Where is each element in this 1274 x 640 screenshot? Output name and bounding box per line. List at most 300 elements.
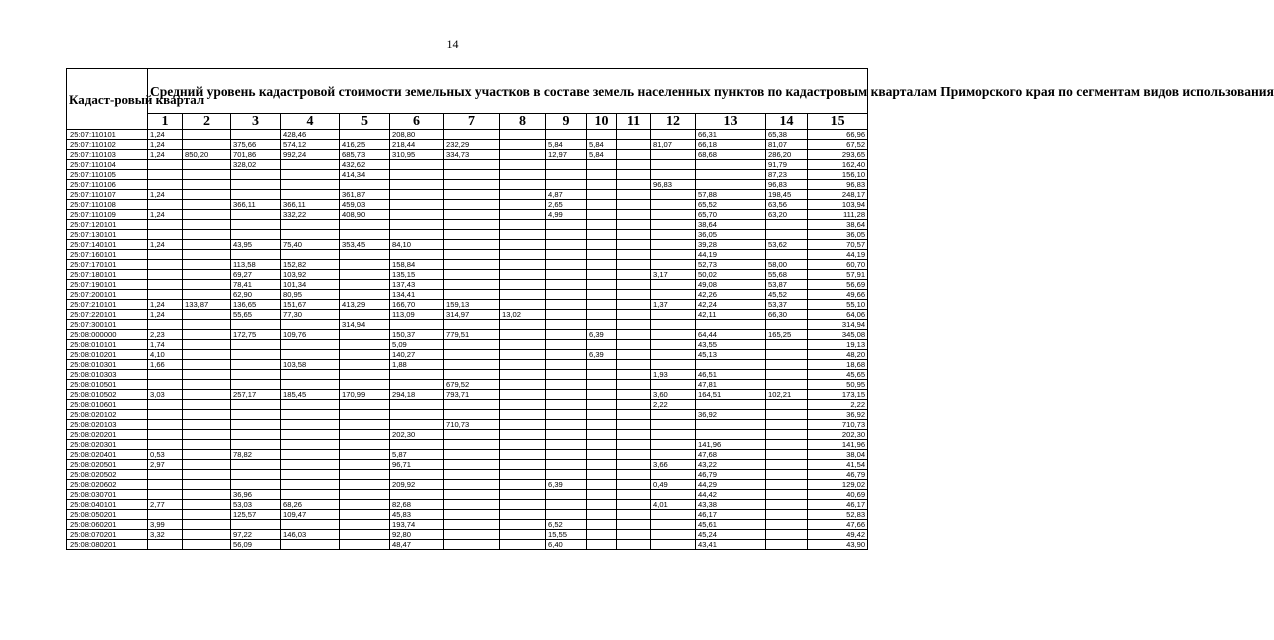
table-row [67,160,868,170]
value-cell [651,200,696,210]
value-cell [617,480,651,490]
value-cell: 69,27 [231,270,281,280]
value-cell: 45,83 [390,510,444,520]
value-cell: 150,37 [390,330,444,340]
value-cell [587,340,617,350]
value-cell [617,470,651,480]
value-cell: 2,22 [651,400,696,410]
value-cell: 4,10 [148,350,183,360]
value-cell: 63,56 [766,200,808,210]
value-cell [444,230,500,240]
value-cell: 68,26 [281,500,340,510]
table-row [67,540,868,550]
value-cell: 46,79 [808,470,868,480]
page-number: 14 [446,37,459,51]
value-cell [231,440,281,450]
value-cell [500,520,546,530]
value-cell: 45,65 [808,370,868,380]
value-cell [766,400,808,410]
value-cell [617,150,651,160]
value-cell [500,470,546,480]
column-number-header: 3 [231,114,281,130]
value-cell: 43,22 [696,460,766,470]
value-cell [766,230,808,240]
value-cell [444,220,500,230]
value-cell: 42,26 [696,290,766,300]
value-cell: 1,88 [390,360,444,370]
table-row [67,390,868,400]
value-cell [617,540,651,550]
column-number-header: 1 [148,114,183,130]
value-cell: 366,11 [281,200,340,210]
value-cell: 202,30 [808,430,868,440]
value-cell: 218,44 [390,140,444,150]
value-cell [500,440,546,450]
value-cell [231,360,281,370]
value-cell [766,510,808,520]
value-cell [546,470,587,480]
value-cell: 48,20 [808,350,868,360]
value-cell [587,440,617,450]
value-cell [587,530,617,540]
column-number-header: 15 [808,114,868,130]
value-cell: 66,18 [696,140,766,150]
value-cell [281,160,340,170]
value-cell [183,430,231,440]
value-cell: 209,92 [390,480,444,490]
value-cell [766,380,808,390]
value-cell: 5,84 [546,140,587,150]
value-cell: 56,69 [808,280,868,290]
value-cell [651,340,696,350]
value-cell [148,430,183,440]
value-cell: 170,99 [340,390,390,400]
value-cell: 779,51 [444,330,500,340]
value-cell [444,240,500,250]
value-cell [651,320,696,330]
value-cell [651,350,696,360]
table-row [67,200,868,210]
value-cell [231,190,281,200]
value-cell [148,220,183,230]
value-cell [500,540,546,550]
value-cell [587,360,617,370]
value-cell [587,450,617,460]
column-number-header: 6 [390,114,444,130]
value-cell [500,280,546,290]
value-cell [546,160,587,170]
value-cell [340,510,390,520]
value-cell [500,290,546,300]
value-cell [444,490,500,500]
value-cell [651,210,696,220]
value-cell [281,220,340,230]
value-cell [617,430,651,440]
value-cell: 44,19 [696,250,766,260]
value-cell [183,260,231,270]
cadastral-quarter-cell: 25:08:020102 [67,410,148,420]
value-cell: 38,04 [808,450,868,460]
value-cell [651,450,696,460]
value-cell [183,370,231,380]
value-cell: 353,45 [340,240,390,250]
value-cell [231,460,281,470]
value-cell [281,440,340,450]
value-cell: 43,95 [231,240,281,250]
value-cell [183,400,231,410]
value-cell [183,410,231,420]
value-cell [617,360,651,370]
value-cell [183,450,231,460]
table-row [67,240,868,250]
value-cell: 6,39 [587,350,617,360]
value-cell: 2,23 [148,330,183,340]
value-cell: 459,03 [340,200,390,210]
value-cell [587,240,617,250]
value-cell [148,200,183,210]
value-cell [183,490,231,500]
value-cell: 70,57 [808,240,868,250]
table-row [67,320,868,330]
value-cell [231,170,281,180]
value-cell [587,160,617,170]
value-cell [183,420,231,430]
value-cell: 44,19 [808,250,868,260]
cadastral-quarter-cell: 25:07:200101 [67,290,148,300]
value-cell: 46,79 [696,470,766,480]
value-cell: 96,83 [651,180,696,190]
value-cell: 53,87 [766,280,808,290]
value-cell: 1,74 [148,340,183,350]
value-cell [183,360,231,370]
value-cell: 18,68 [808,360,868,370]
value-cell: 103,58 [281,360,340,370]
value-cell [340,400,390,410]
value-cell: 5,87 [390,450,444,460]
table-row [67,250,868,260]
table-row [67,510,868,520]
value-cell [340,440,390,450]
value-cell [651,260,696,270]
value-cell: 65,52 [696,200,766,210]
value-cell [183,160,231,170]
value-cell [231,340,281,350]
value-cell [617,450,651,460]
value-cell: 103,92 [281,270,340,280]
value-cell [617,420,651,430]
value-cell [587,280,617,290]
value-cell [500,390,546,400]
value-cell: 36,92 [696,410,766,420]
value-cell: 5,09 [390,340,444,350]
cadastral-quarter-cell: 25:07:110102 [67,140,148,150]
value-cell: 5,84 [587,140,617,150]
value-cell [546,440,587,450]
value-cell [587,500,617,510]
table-row [67,180,868,190]
value-cell: 1,24 [148,190,183,200]
value-cell [444,180,500,190]
value-cell [444,540,500,550]
value-cell [766,320,808,330]
cadastral-quarter-cell: 25:08:070201 [67,530,148,540]
value-cell [281,170,340,180]
value-cell [500,510,546,520]
value-cell: 36,96 [231,490,281,500]
value-cell [587,290,617,300]
table-row [67,440,868,450]
value-cell [587,230,617,240]
value-cell [281,410,340,420]
value-cell [183,350,231,360]
value-cell [390,170,444,180]
cadastral-quarter-cell: 25:08:010501 [67,380,148,390]
value-cell [444,250,500,260]
value-cell [183,230,231,240]
table-row [67,150,868,160]
value-cell [617,490,651,500]
cadastral-quarter-cell: 25:08:010201 [67,350,148,360]
value-cell [546,430,587,440]
table-row [67,280,868,290]
value-cell [546,340,587,350]
value-cell: 96,83 [808,180,868,190]
value-cell [231,400,281,410]
cadastral-quarter-cell: 25:08:020201 [67,430,148,440]
value-cell [766,360,808,370]
value-cell [444,520,500,530]
value-cell: 3,17 [651,270,696,280]
value-cell [281,540,340,550]
value-cell [587,250,617,260]
value-cell [500,410,546,420]
cadastral-quarter-cell: 25:07:110106 [67,180,148,190]
value-cell [231,380,281,390]
value-cell [500,270,546,280]
value-cell: 208,80 [390,130,444,140]
value-cell [444,170,500,180]
value-cell [766,440,808,450]
value-cell [500,240,546,250]
value-cell [444,480,500,490]
value-cell: 62,90 [231,290,281,300]
value-cell [546,240,587,250]
value-cell [546,450,587,460]
cadastral-quarter-cell: 25:07:110105 [67,170,148,180]
value-cell: 1,24 [148,310,183,320]
value-cell: 294,18 [390,390,444,400]
value-cell [148,270,183,280]
value-cell: 173,15 [808,390,868,400]
value-cell: 103,94 [808,200,868,210]
value-cell: 366,11 [231,200,281,210]
table-row [67,340,868,350]
value-cell: 66,31 [696,130,766,140]
cadastral-quarter-cell: 25:08:020301 [67,440,148,450]
value-cell [281,350,340,360]
cadastral-quarter-cell: 25:07:160101 [67,250,148,260]
value-cell [500,370,546,380]
value-cell [617,260,651,270]
value-cell: 375,66 [231,140,281,150]
value-cell: 0,53 [148,450,183,460]
value-cell: 87,23 [766,170,808,180]
value-cell [183,510,231,520]
value-cell: 44,42 [696,490,766,500]
value-cell [500,450,546,460]
value-cell: 42,11 [696,310,766,320]
value-cell [183,170,231,180]
value-cell: 136,65 [231,300,281,310]
cadastral-quarter-cell: 25:07:170101 [67,260,148,270]
value-cell [766,350,808,360]
value-cell: 80,95 [281,290,340,300]
value-cell [651,430,696,440]
value-cell [183,440,231,450]
value-cell: 0,49 [651,480,696,490]
value-cell [617,330,651,340]
value-cell: 710,73 [444,420,500,430]
cadastral-value-table [66,68,1274,550]
value-cell: 55,68 [766,270,808,280]
value-cell [651,280,696,290]
value-cell [696,170,766,180]
value-cell [546,390,587,400]
value-cell: 6,40 [546,540,587,550]
value-cell: 314,94 [340,320,390,330]
value-cell: 40,69 [808,490,868,500]
table-row [67,460,868,470]
value-cell [617,210,651,220]
value-cell [444,430,500,440]
value-cell [390,380,444,390]
table-row [67,350,868,360]
value-cell [766,490,808,500]
value-cell: 345,08 [808,330,868,340]
value-cell [500,180,546,190]
value-cell: 2,65 [546,200,587,210]
value-cell [617,170,651,180]
value-cell [617,240,651,250]
value-cell: 248,17 [808,190,868,200]
value-cell [340,330,390,340]
table-row [67,450,868,460]
value-cell [444,460,500,470]
value-cell: 52,73 [696,260,766,270]
value-cell [587,380,617,390]
value-cell [500,190,546,200]
value-cell: 49,66 [808,290,868,300]
value-cell [183,190,231,200]
value-cell [651,160,696,170]
value-cell [500,260,546,270]
value-cell: 77,30 [281,310,340,320]
value-cell [500,250,546,260]
value-cell [148,380,183,390]
value-cell [651,250,696,260]
table-row [67,260,868,270]
value-cell: 49,08 [696,280,766,290]
value-cell: 413,29 [340,300,390,310]
value-cell [390,210,444,220]
value-cell: 75,40 [281,240,340,250]
value-cell: 328,02 [231,160,281,170]
value-cell [617,310,651,320]
value-cell [148,400,183,410]
value-cell [617,440,651,450]
value-cell: 42,24 [696,300,766,310]
table-row [67,490,868,500]
value-cell: 710,73 [808,420,868,430]
value-cell: 1,37 [651,300,696,310]
value-cell [340,250,390,260]
value-cell [546,420,587,430]
value-cell [546,350,587,360]
value-cell: 137,43 [390,280,444,290]
value-cell [390,370,444,380]
table-row [67,370,868,380]
value-cell [231,370,281,380]
value-cell [587,200,617,210]
value-cell: 701,86 [231,150,281,160]
value-cell [546,300,587,310]
value-cell [651,420,696,430]
value-cell: 4,01 [651,500,696,510]
value-cell [546,370,587,380]
value-cell [617,200,651,210]
value-cell: 416,25 [340,140,390,150]
column-number-header: 4 [281,114,340,130]
value-cell [617,520,651,530]
value-cell [340,470,390,480]
value-cell [183,180,231,190]
value-cell [183,200,231,210]
value-cell [617,320,651,330]
cadastral-quarter-cell: 25:08:020502 [67,470,148,480]
value-cell: 46,51 [696,370,766,380]
value-cell [651,170,696,180]
value-cell: 3,03 [148,390,183,400]
value-cell: 113,09 [390,310,444,320]
value-cell: 92,80 [390,530,444,540]
cadastral-quarter-cell: 25:08:020401 [67,450,148,460]
value-cell: 46,17 [696,510,766,520]
value-cell [340,280,390,290]
value-cell: 55,65 [231,310,281,320]
value-cell [231,130,281,140]
value-cell: 4,99 [546,210,587,220]
value-cell [500,320,546,330]
value-cell: 47,81 [696,380,766,390]
cadastral-quarter-cell: 25:08:010101 [67,340,148,350]
value-cell: 141,96 [808,440,868,450]
value-cell [340,260,390,270]
value-cell [617,530,651,540]
value-cell [444,280,500,290]
value-cell [281,470,340,480]
value-cell [148,320,183,330]
value-cell [444,200,500,210]
value-cell [500,420,546,430]
value-cell [546,280,587,290]
column-number-header: 5 [340,114,390,130]
value-cell: 43,38 [696,500,766,510]
value-cell [651,410,696,420]
value-cell: 96,83 [766,180,808,190]
value-cell [500,480,546,490]
value-cell [231,520,281,530]
table-row [67,210,868,220]
